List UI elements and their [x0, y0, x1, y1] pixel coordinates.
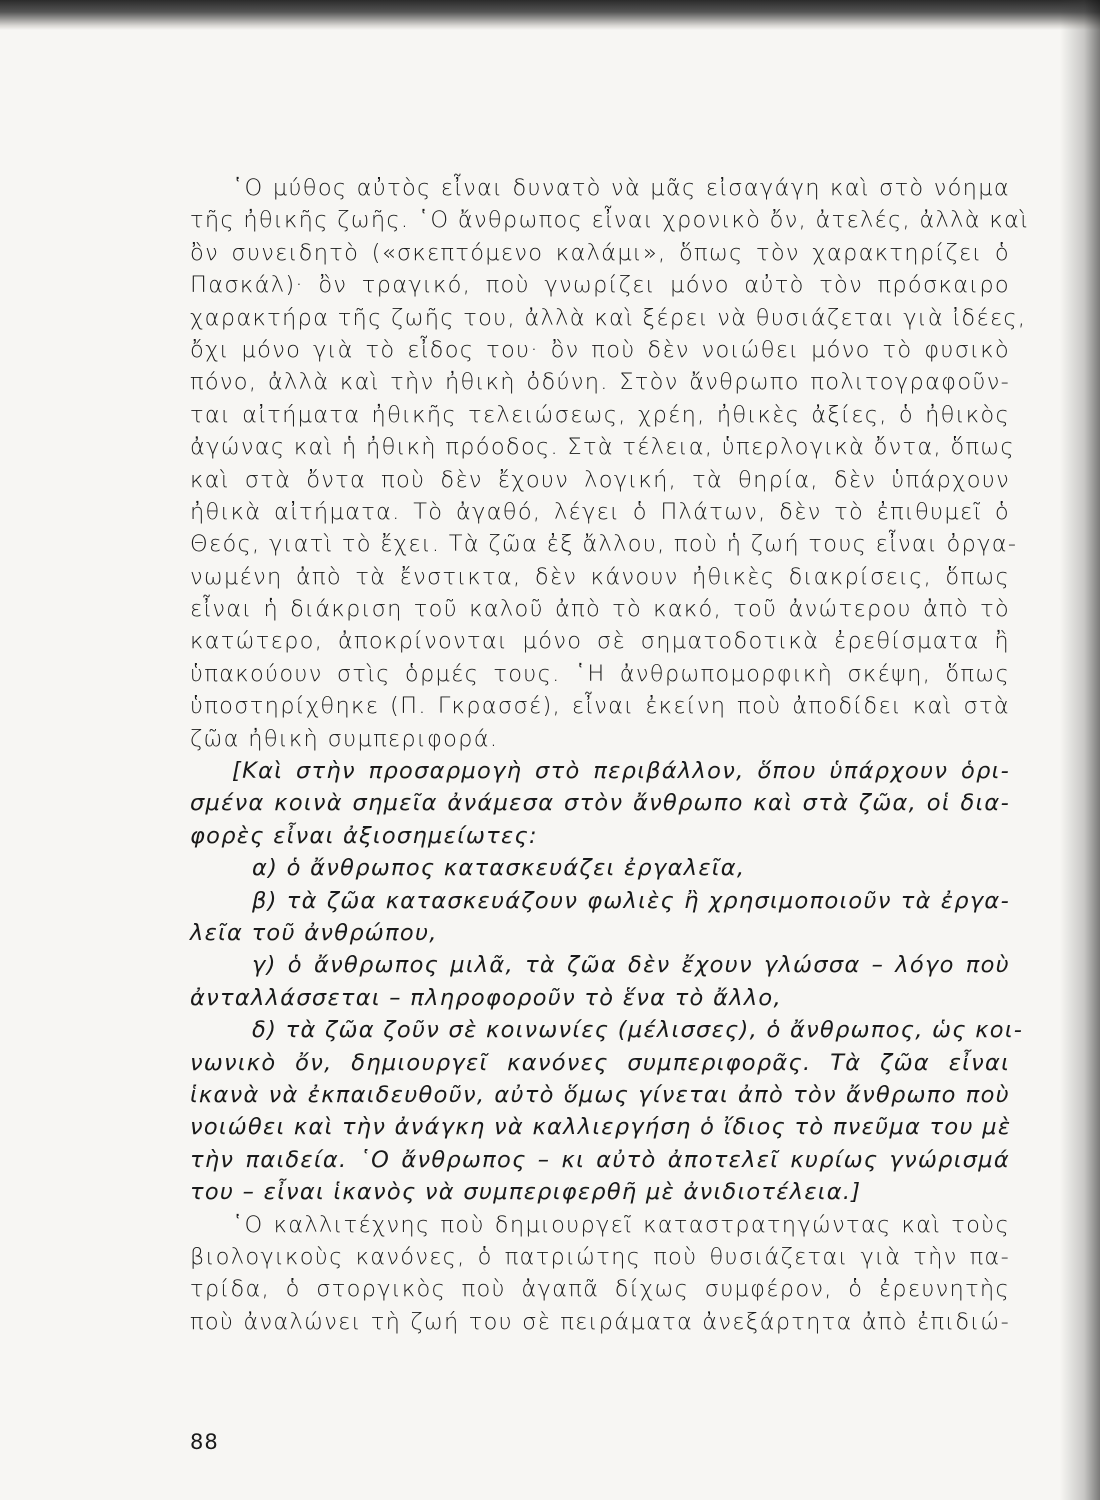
text-line: ἀνταλλάσσεται – πληροφοροῦν τὸ ἕνα τὸ ἄλλο,	[190, 984, 782, 1011]
text-line: πόνο, ἀλλὰ καὶ τὴν ἠθικὴ ὀδύνη. Στὸν ἄνθρωπο πολιτογραφοῦν-	[190, 369, 1010, 396]
text-line: σμένα κοινὰ σημεῖα ἀνάμεσα στὸν ἄνθρωπο καὶ στὰ ζῶα, οἱ δια-	[190, 790, 1010, 817]
text-line: ται αἰτήματα ἠθικῆς τελειώσεως, χρέη, ἠθικὲς ἀξίες, ὁ ἠθικὸς	[190, 401, 1010, 428]
text-line: β) τὰ ζῶα κατασκευάζουν φωλιὲς ἢ χρησιμοποιοῦν τὰ ἐργα-	[252, 887, 1010, 914]
text-line: ὂν συνειδητὸ («σκεπτόμενο καλάμι», ὅπως τὸν χαρακτηρίζει ὁ	[190, 239, 1010, 266]
body-text	[190, 172, 1030, 1338]
text-line: κατώτερο, ἀποκρίνονται μόνο σὲ σηματοδοτικὰ ἐρεθίσματα ἢ	[190, 628, 1010, 655]
text-line: ὑποστηρίχθηκε (Π. Γκρασσέ), εἶναι ἐκείνη ποὺ ἀποδίδει καὶ στὰ	[190, 693, 1010, 720]
text-line: νωνικὸ ὄν, δημιουργεῖ κανόνες συμπεριφορᾶς. Τὰ ζῶα εἶναι	[190, 1049, 1010, 1076]
text-line: ζῶα ἠθικὴ συμπεριφορά.	[190, 725, 499, 752]
text-line: λεῖα τοῦ ἀνθρώπου,	[190, 919, 438, 946]
text-line: γ) ὁ ἄνθρωπος μιλᾶ, τὰ ζῶα δὲν ἔχουν γλώσσα – λόγο ποὺ	[252, 952, 1010, 979]
text-line: [Καὶ στὴν προσαρμογὴ στὸ περιβάλλον, ὅπου ὑπάρχουν ὁρι-	[232, 758, 1010, 785]
text-line: χαρακτήρα τῆς ζωῆς του, ἀλλὰ καὶ ξέρει νὰ θυσιάζεται γιὰ ἰδέες,	[190, 304, 1027, 331]
text-line: τὴν παιδεία. ῾Ο ἄνθρωπος – κι αὐτὸ ἀποτελεῖ κυρίως γνώρισμά	[190, 1146, 1010, 1173]
text-line: ῾Ο καλλιτέχνης ποὺ δημιουργεῖ καταστρατηγώντας καὶ τοὺς	[232, 1211, 1010, 1238]
page-number: 88	[190, 1430, 219, 1454]
text-line: ἠθικὰ αἰτήματα. Τὸ ἀγαθό, λέγει ὁ Πλάτων, δὲν τὸ ἐπιθυμεῖ ὁ	[190, 498, 1010, 525]
text-line: τῆς ἠθικῆς ζωῆς. ῾Ο ἄνθρωπος εἶναι χρονικὸ ὄν, ἀτελές, ἀλλὰ καὶ	[190, 207, 1030, 234]
text-line: ποὺ ἀναλώνει τὴ ζωή του σὲ πειράματα ἀνεξάρτητα ἀπὸ ἐπιδιώ-	[190, 1308, 1010, 1335]
text-line: ὄχι μόνο γιὰ τὸ εἶδος του· ὂν ποὺ δὲν νοιώθει μόνο τὸ φυσικὸ	[190, 336, 1010, 363]
text-line: φορὲς εἶναι ἀξιοσημείωτες:	[190, 822, 538, 849]
binding-edge-shadow	[1060, 0, 1100, 1500]
text-line: νωμένη ἀπὸ τὰ ἔνστικτα, δὲν κάνουν ἠθικὲς διακρίσεις, ὅπως	[190, 563, 1010, 590]
text-line: καὶ στὰ ὄντα ποὺ δὲν ἔχουν λογική, τὰ θηρία, δὲν ὑπάρχουν	[190, 466, 1010, 493]
text-line: εἶναι ἡ διάκριση τοῦ καλοῦ ἀπὸ τὸ κακό, τοῦ ἀνώτερου ἀπὸ τὸ	[190, 596, 1010, 623]
text-line: α) ὁ ἄνθρωπος κατασκευάζει ἐργαλεῖα,	[252, 855, 746, 882]
text-line: ἀγώνας καὶ ἡ ἠθικὴ πρόοδος. Στὰ τέλεια, ὑπερλογικὰ ὄντα, ὅπως	[190, 434, 1015, 461]
text-line: ῾Ο μύθος αὐτὸς εἶναι δυνατὸ νὰ μᾶς εἰσαγάγη καὶ στὸ νόημα	[232, 175, 1010, 201]
text-line: Πασκάλ)· ὂν τραγικό, ποὺ γνωρίζει μόνο αὐτὸ τὸν πρόσκαιρο	[190, 272, 1010, 299]
text-line: βιολογικοὺς κανόνες, ὁ πατριώτης ποὺ θυσιάζεται γιὰ τὴν πα-	[190, 1243, 1010, 1270]
text-line: Θεός, γιατὶ τὸ ἔχει. Τὰ ζῶα ἐξ ἄλλου, ποὺ ἡ ζωή τους εἶναι ὀργα-	[190, 531, 1018, 558]
text-line: δ) τὰ ζῶα ζοῦν σὲ κοινωνίες (μέλισσες), ὁ ἄνθρωπος, ὡς κοι-	[252, 1017, 1024, 1044]
text-line: νοιώθει καὶ τὴν ἀνάγκη νὰ καλλιεργήση ὁ ἴδιος τὸ πνεῦμα του μὲ	[190, 1114, 1012, 1141]
text-line: ἱκανὰ νὰ ἐκπαιδευθοῦν, αὐτὸ ὅμως γίνεται ἀπὸ τὸν ἄνθρωπο ποὺ	[190, 1081, 1010, 1108]
top-scan-shadow	[0, 0, 1100, 30]
text-line: ὑπακούουν στὶς ὁρμές τους. ῾Η ἀνθρωπομορφικὴ σκέψη, ὅπως	[190, 660, 1010, 687]
text-line: τρίδα, ὁ στοργικὸς ποὺ ἀγαπᾶ δίχως συμφέρον, ὁ ἐρευνητὴς	[190, 1276, 1010, 1303]
text-line: του – εἶναι ἱκανὸς νὰ συμπεριφερθῆ μὲ ἀνιδιοτέλεια.]	[190, 1179, 862, 1206]
